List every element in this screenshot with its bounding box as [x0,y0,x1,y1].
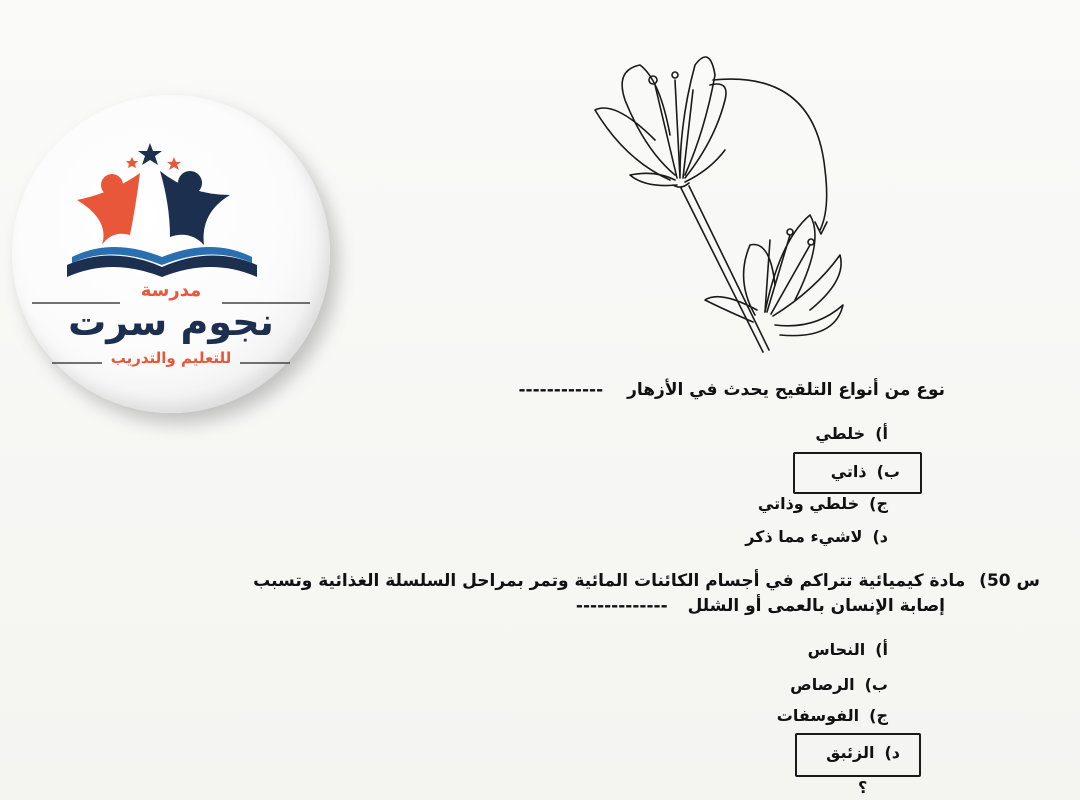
school-word: مدرسة [140,280,202,301]
q50-option-b: ب)الرصاص [790,675,888,694]
question-50-line1: س 50) مادة كيميائية تتراكم في أجسام الكائنات المائية وتمر بمراحل السلسلة الغذائية وتسبب [253,571,1040,591]
q49-option-a: أ)خلطي [815,424,888,443]
star-icon [138,143,162,165]
school-logo-badge [12,95,330,413]
q49-option-d: د)لاشيء مما ذكر [745,527,888,546]
q49-option-b: ب)ذاتي [830,462,900,481]
flower-pollination-illustration [585,40,845,360]
school-subtitle: للتعليم والتدريب [110,349,232,367]
school-name: نجوم سرت [68,300,274,344]
star-icon [167,157,181,170]
q49-option-c: ج)خلطي وذاتي [757,494,888,513]
question-50-line2: إصابة الإنسان بالعمى أو الشلل ------------- [575,596,945,616]
q50-option-d: د)الزئبق [826,743,900,762]
star-icon [126,157,138,168]
question-49-text: نوع من أنواع التلقيح يحدث في الأزهار ------------ [518,380,945,400]
q50-option-a: أ)النحاس [807,640,888,659]
footer-mark: ؟ [858,778,868,797]
q50-option-c: ج)الفوسفات [776,706,888,725]
